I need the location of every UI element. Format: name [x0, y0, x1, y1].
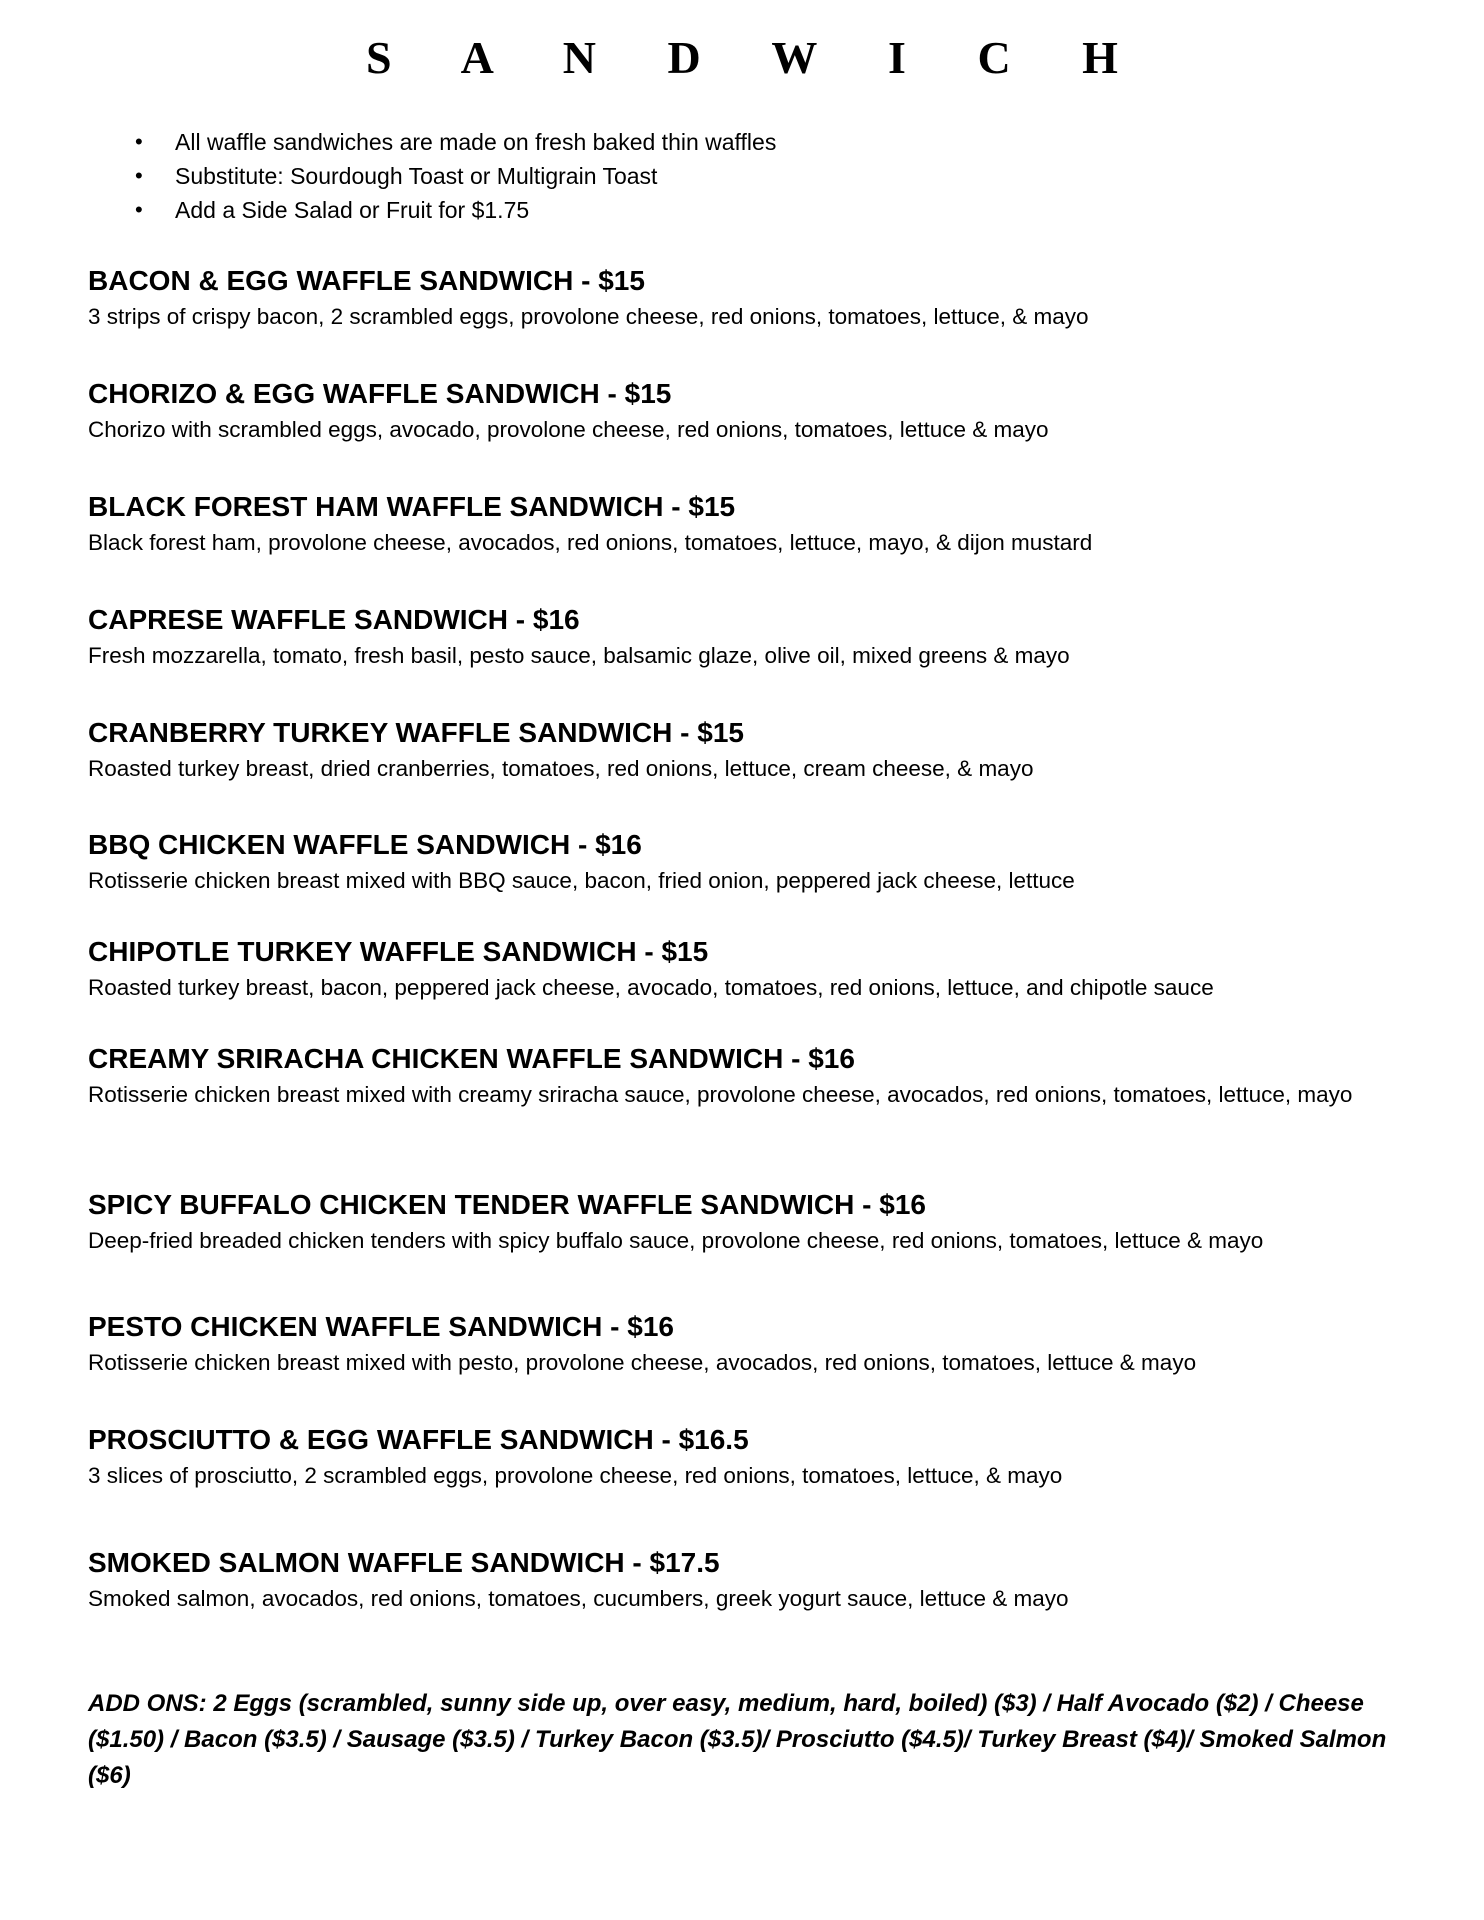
item-description: Roasted turkey breast, bacon, peppered jack cheese, avocado, tomatoes, red onions, lettuce, and chipotle sauce	[88, 975, 1214, 1000]
item-name: PROSCIUTTO & EGG WAFFLE SANDWICH - $16.5	[88, 1424, 749, 1455]
item-description: Rotisserie chicken breast mixed with creamy sriracha sauce, provolone cheese, avocados, red onions, tomatoes, lettuce, mayo	[88, 1082, 1353, 1107]
menu-item-smoked-salmon	[88, 1544, 1418, 1616]
item-description: Rotisserie chicken breast mixed with pesto, provolone cheese, avocados, red onions, tomatoes, lettuce & mayo	[88, 1350, 1197, 1375]
menu-item-spicy-buffalo-chicken	[88, 1186, 1418, 1258]
item-description: Deep-fried breaded chicken tenders with spicy buffalo sauce, provolone cheese, red onions, tomatoes, lettuce & mayo	[88, 1228, 1264, 1253]
note-text: All waffle sandwiches are made on fresh baked thin waffles	[175, 129, 777, 155]
bullet-icon: •	[135, 163, 143, 188]
note-text: Substitute: Sourdough Toast or Multigrain Toast	[175, 163, 658, 189]
item-name: BACON & EGG WAFFLE SANDWICH - $15	[88, 265, 645, 296]
item-name: SMOKED SALMON WAFFLE SANDWICH - $17.5	[88, 1547, 720, 1578]
item-description: 3 slices of prosciutto, 2 scrambled eggs, provolone cheese, red onions, tomatoes, lettuce, & mayo	[88, 1463, 1063, 1488]
note-item	[135, 159, 776, 193]
item-description: 3 strips of crispy bacon, 2 scrambled eggs, provolone cheese, red onions, tomatoes, lettuce, & mayo	[88, 304, 1089, 329]
note-item	[135, 193, 776, 227]
menu-item-bbq-chicken	[88, 826, 1418, 898]
item-description: Smoked salmon, avocados, red onions, tomatoes, cucumbers, greek yogurt sauce, lettuce & mayo	[88, 1586, 1069, 1611]
menu-item-black-forest-ham	[88, 488, 1418, 560]
item-name: PESTO CHICKEN WAFFLE SANDWICH - $16	[88, 1311, 674, 1342]
item-name: CAPRESE WAFFLE SANDWICH - $16	[88, 604, 580, 635]
item-description: Black forest ham, provolone cheese, avocados, red onions, tomatoes, lettuce, mayo, & dijon mustard	[88, 530, 1093, 555]
note-item	[135, 125, 776, 159]
menu-item-pesto-chicken	[88, 1308, 1418, 1380]
menu-item-cranberry-turkey	[88, 714, 1418, 786]
menu-item-caprese	[88, 601, 1418, 673]
menu-item-chipotle-turkey	[88, 933, 1418, 1005]
item-description: Chorizo with scrambled eggs, avocado, provolone cheese, red onions, tomatoes, lettuce & mayo	[88, 417, 1049, 442]
item-name: CHIPOTLE TURKEY WAFFLE SANDWICH - $15	[88, 936, 709, 967]
menu-item-chorizo-egg	[88, 375, 1418, 447]
page-title: S A N D W I C H	[366, 32, 1148, 83]
item-name: CHORIZO & EGG WAFFLE SANDWICH - $15	[88, 378, 672, 409]
menu-item-creamy-sriracha-chicken	[88, 1040, 1418, 1112]
menu-item-bacon-egg	[88, 262, 1418, 334]
item-name: BBQ CHICKEN WAFFLE SANDWICH - $16	[88, 829, 642, 860]
item-name: CRANBERRY TURKEY WAFFLE SANDWICH - $15	[88, 717, 744, 748]
note-text: Add a Side Salad or Fruit for $1.75	[175, 197, 530, 223]
item-name: CREAMY SRIRACHA CHICKEN WAFFLE SANDWICH - $16	[88, 1043, 855, 1074]
add-ons-section: ADD ONS: 2 Eggs (scrambled, sunny side up, over easy, medium, hard, boiled) ($3) / Half Avocado ($2) / Cheese ($1.50) / Bacon ($3.5) / Sausage ($3.5) / Turkey Bacon ($3.5)/ Prosciutto ($4.5)/ Turkey Breast ($4)/ Smoked Salmon ($6)	[88, 1690, 1387, 1789]
menu-item-prosciutto-egg	[88, 1421, 1418, 1493]
item-name: SPICY BUFFALO CHICKEN TENDER WAFFLE SANDWICH - $16	[88, 1189, 926, 1220]
item-name: BLACK FOREST HAM WAFFLE SANDWICH - $15	[88, 491, 736, 522]
bullet-icon: •	[135, 197, 143, 222]
item-description: Rotisserie chicken breast mixed with BBQ sauce, bacon, fried onion, peppered jack cheese, lettuce	[88, 868, 1075, 893]
item-description: Fresh mozzarella, tomato, fresh basil, pesto sauce, balsamic glaze, olive oil, mixed greens & mayo	[88, 643, 1070, 668]
menu-notes	[135, 125, 776, 227]
item-description: Roasted turkey breast, dried cranberries, tomatoes, red onions, lettuce, cream cheese, & mayo	[88, 756, 1034, 781]
bullet-icon: •	[135, 129, 143, 154]
